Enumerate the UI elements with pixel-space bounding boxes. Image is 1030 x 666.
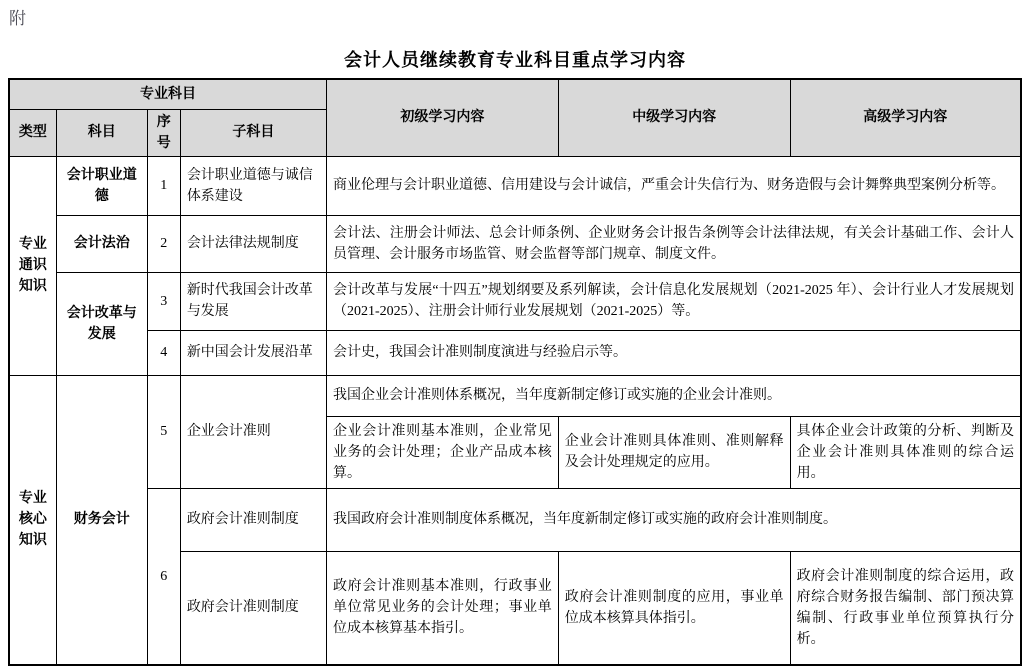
serial-cell: 3 [147, 272, 180, 330]
content-cell-overview: 我国企业会计准则体系概况，当年度新制定修订或实施的企业会计准则。 [326, 375, 1021, 416]
header-subject: 科目 [56, 109, 147, 156]
content-cell-intermediate: 企业会计准则具体准则、准则解释及会计处理规定的应用。 [558, 416, 790, 488]
table-row [9, 375, 1021, 416]
attachment-label: 附 [9, 9, 26, 28]
header-type: 类型 [9, 109, 56, 156]
subject-cell-financial-accounting: 财务会计 [56, 375, 147, 665]
content-cell-senior: 具体企业会计政策的分析、判断及企业会计准则具体准则的综合运用。 [790, 416, 1021, 488]
sub-subject-cell: 政府会计准则制度 [180, 551, 326, 665]
sub-subject-cell: 会计职业道德与诚信体系建设 [180, 156, 326, 215]
type-cell-general-knowledge: 专业通识知识 [9, 156, 56, 375]
learning-content-table [8, 78, 1022, 666]
content-cell-junior: 企业会计准则基本准则，企业常见业务的会计处理；企业产品成本核算。 [326, 416, 558, 488]
table-row [9, 488, 1021, 551]
serial-cell: 5 [147, 375, 180, 488]
serial-cell: 1 [147, 156, 180, 215]
header-professional-subjects: 专业科目 [9, 79, 326, 109]
subject-cell-law: 会计法治 [56, 215, 147, 272]
table-row [9, 215, 1021, 272]
content-cell-all-levels: 会计史，我国会计准则制度演进与经验启示等。 [326, 330, 1021, 375]
table-row [9, 156, 1021, 215]
content-cell-junior: 政府会计准则基本准则，行政事业单位常见业务的会计处理；事业单位成本核算基本指引。 [326, 551, 558, 665]
serial-cell: 2 [147, 215, 180, 272]
table-row [9, 272, 1021, 330]
content-cell-senior: 政府会计准则制度的综合运用，政府综合财务报告编制、部门预决算编制、行政事业单位预算执行分析。 [790, 551, 1021, 665]
table-row [9, 330, 1021, 375]
sub-subject-cell: 企业会计准则 [180, 375, 326, 488]
header-junior-content: 初级学习内容 [326, 79, 558, 156]
sub-subject-cell: 新时代我国会计改革与发展 [180, 272, 326, 330]
content-cell-all-levels: 会计改革与发展“十四五”规划纲要及系列解读，会计信息化发展规划（2021-2025 年）、会计行业人才发展规划（2021-2025）、注册会计师行业发展规划（2021-2025）等。 [326, 272, 1021, 330]
sub-subject-cell: 政府会计准则制度 [180, 488, 326, 551]
header-serial-number: 序号 [147, 109, 180, 156]
serial-cell: 4 [147, 330, 180, 375]
header-sub-subject: 子科目 [180, 109, 326, 156]
sub-subject-cell: 新中国会计发展沿革 [180, 330, 326, 375]
subject-cell-reform: 会计改革与发展 [56, 272, 147, 375]
content-cell-overview: 我国政府会计准则制度体系概况，当年度新制定修订或实施的政府会计准则制度。 [326, 488, 1021, 551]
serial-cell: 6 [147, 488, 180, 665]
content-cell-intermediate: 政府会计准则制度的应用，事业单位成本核算具体指引。 [558, 551, 790, 665]
content-cell-all-levels: 会计法、注册会计师法、总会计师条例、企业财务会计报告条例等会计法律法规，有关会计基础工作、会计人员管理、会计服务市场监管、财会监督等部门规章、制度文件。 [326, 215, 1021, 272]
content-cell-all-levels: 商业伦理与会计职业道德、信用建设与会计诚信，严重会计失信行为、财务造假与会计舞弊典型案例分析等。 [326, 156, 1021, 215]
header-senior-content: 高级学习内容 [790, 79, 1021, 156]
subject-cell-ethics: 会计职业道德 [56, 156, 147, 215]
header-intermediate-content: 中级学习内容 [558, 79, 790, 156]
page-title: 会计人员继续教育专业科目重点学习内容 [344, 50, 686, 70]
sub-subject-cell: 会计法律法规制度 [180, 215, 326, 272]
type-cell-core-knowledge: 专业核心知识 [9, 375, 56, 665]
